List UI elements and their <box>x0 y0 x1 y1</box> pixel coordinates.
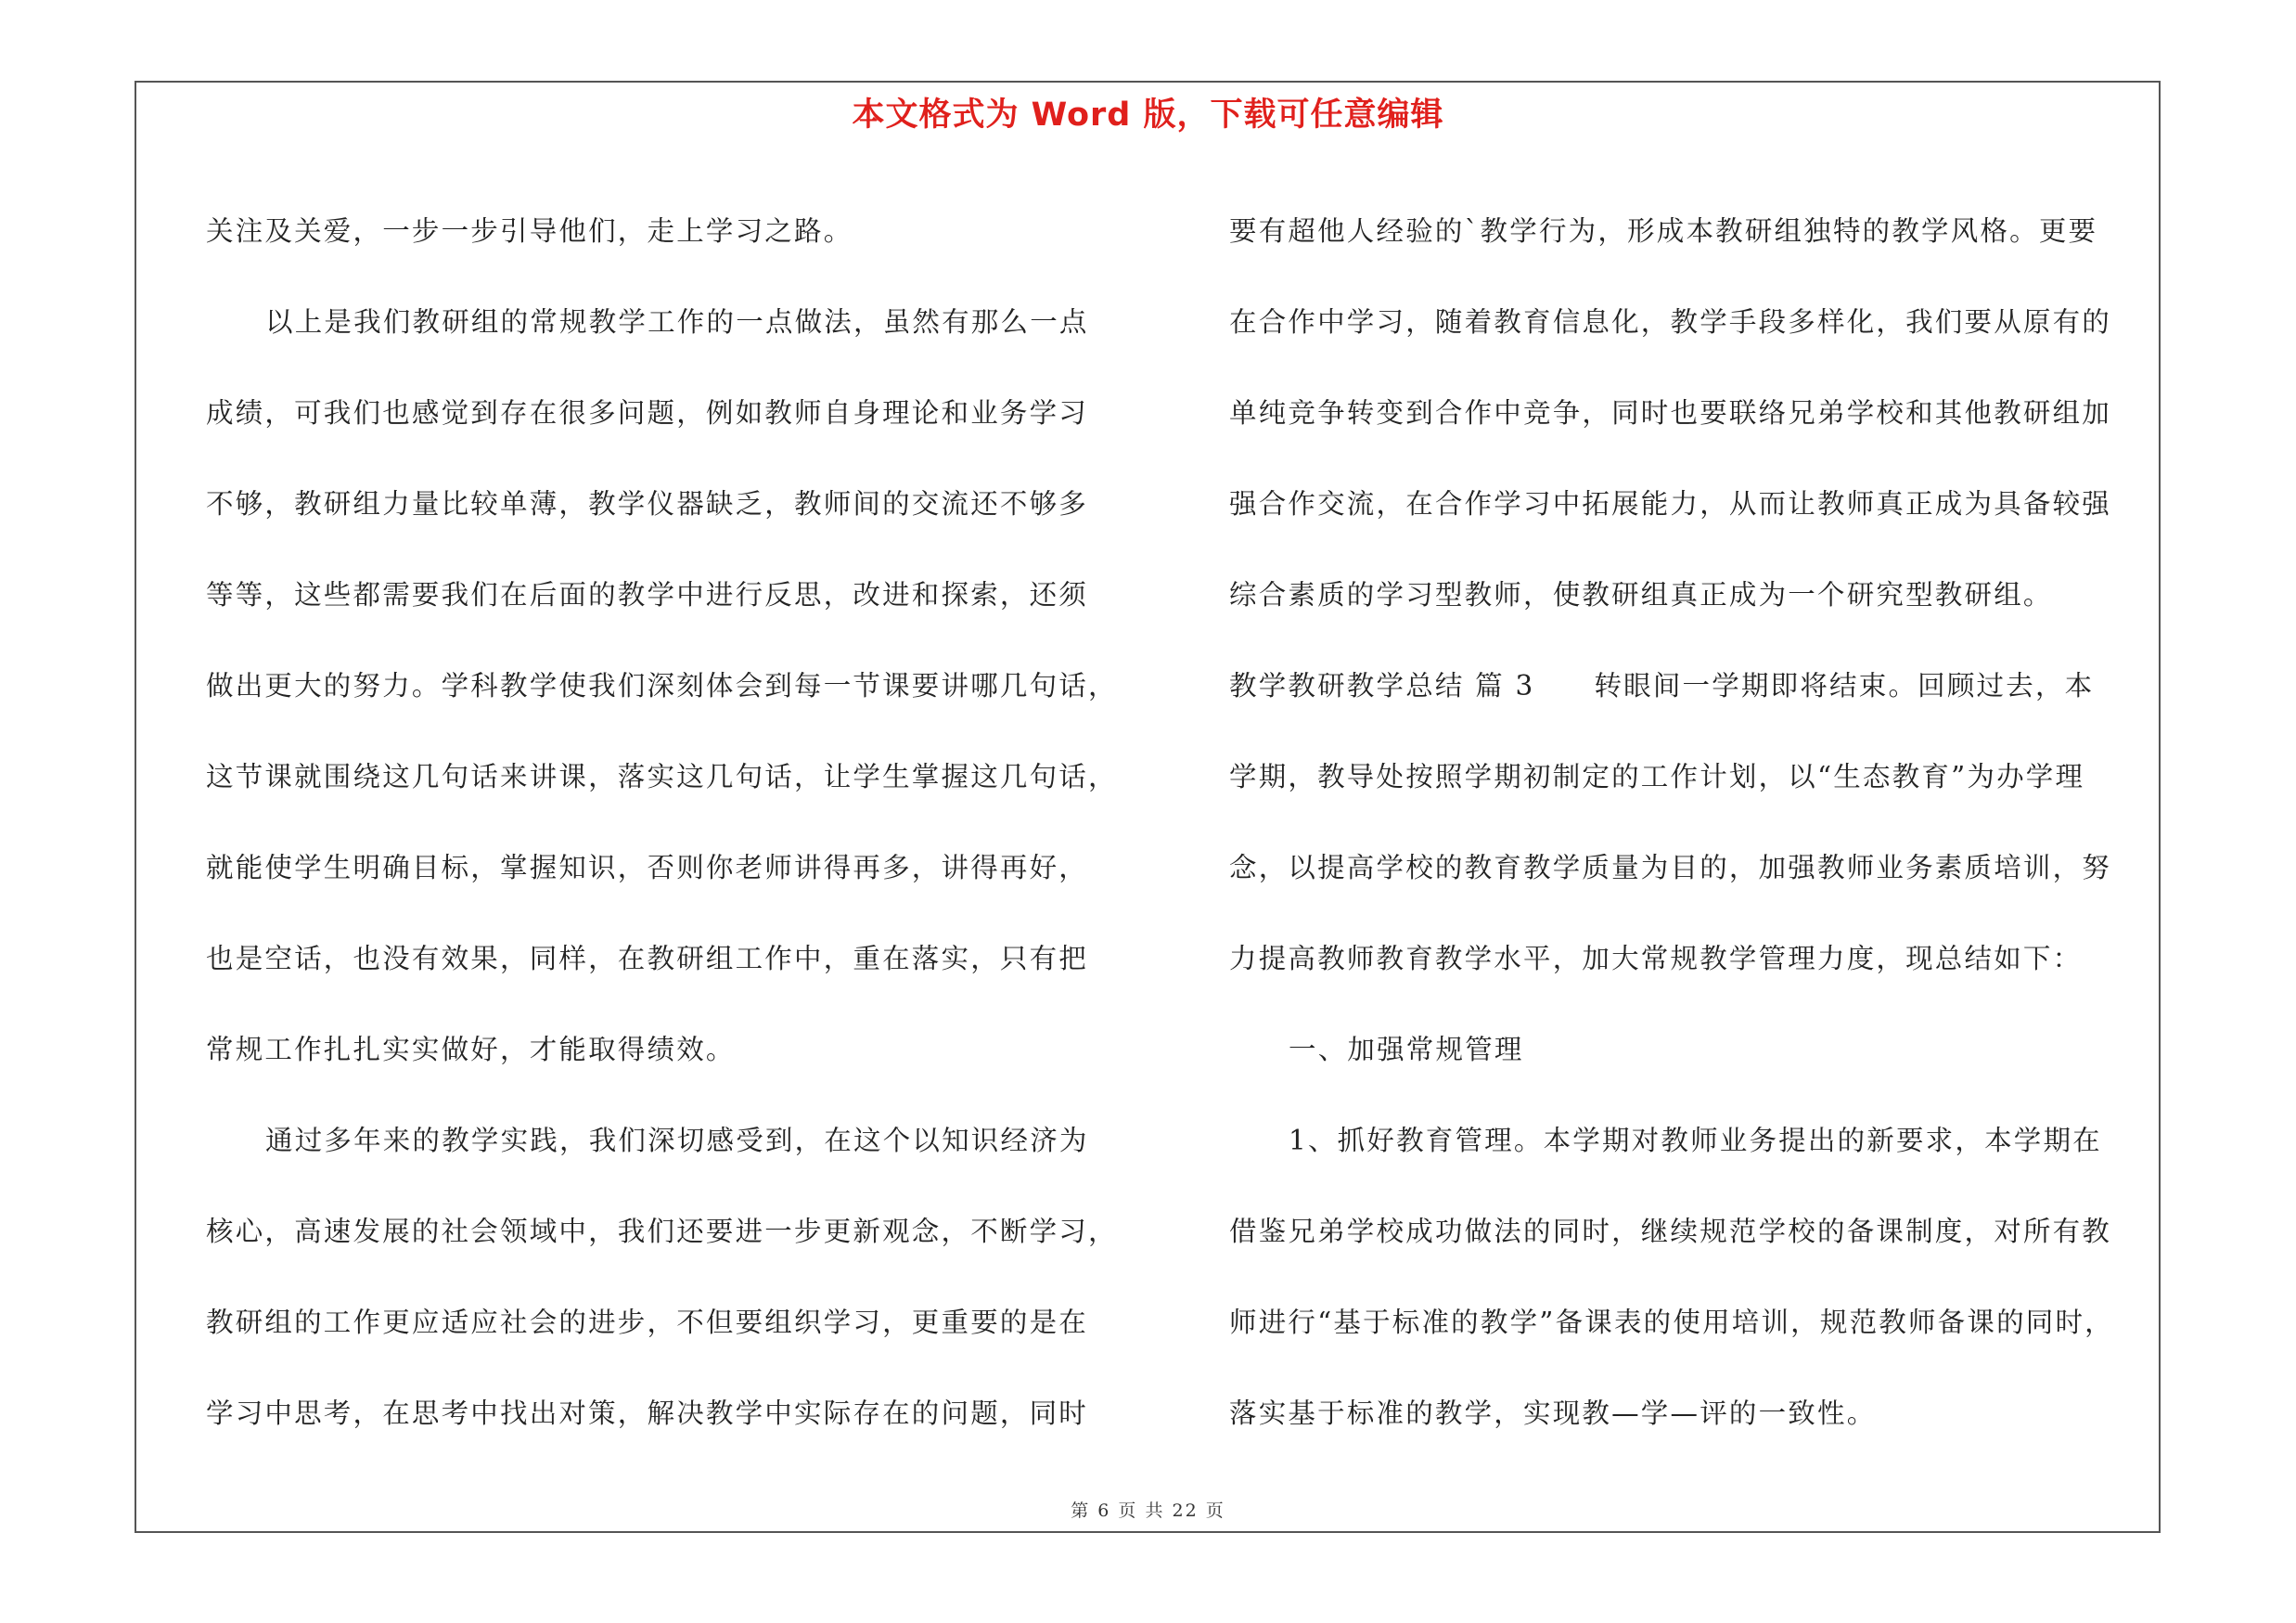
text-line: 通过多年来的教学实践，我们深切感受到，在这个以知识经济为 <box>265 1125 1089 1156</box>
text-line: 也是空话，也没有效果，同样，在教研组工作中，重在落实，只有把 <box>206 943 1089 974</box>
text-line: 借鉴兄弟学校成功做法的同时，继续规范学校的备课制度，对所有教 <box>1229 1216 2112 1247</box>
text-line: 强合作交流，在合作学习中拓展能力，从而让教师真正成为具备较强 <box>1229 488 2112 520</box>
text-line: 力提高教师教育教学水平，加大常规教学管理力度，现总结如下： <box>1229 943 2083 974</box>
text-line: 学期，教导处按照学期初制定的工作计划，以“生态教育”为办学理 <box>1229 761 2085 792</box>
text-line: 单纯竞争转变到合作中竞争，同时也要联络兄弟学校和其他教研组加 <box>1229 397 2112 429</box>
text-line: 就能使学生明确目标，掌握知识，否则你老师讲得再多，讲得再好， <box>206 852 1089 883</box>
text-line: 关注及关爱，一步一步引导他们，走上学习之路。 <box>206 215 853 247</box>
text-line: 在合作中学习，随着教育信息化，教学手段多样化，我们要从原有的 <box>1229 306 2112 338</box>
subheading: 一、加强常规管理 <box>1289 1034 1524 1065</box>
text-line: 转眼间一学期即将结束。回顾过去，本 <box>1594 670 2095 702</box>
section-heading-line <box>1229 640 2159 731</box>
text-line: 等等，这些都需要我们在后面的教学中进行反思，改进和探索，还须 <box>206 579 1089 611</box>
text-line: 成绩，可我们也感觉到存在很多问题，例如教师自身理论和业务学习 <box>206 397 1089 429</box>
text-line: 学习中思考，在思考中找出对策，解决教学中实际存在的问题，同时 <box>206 1398 1089 1429</box>
text-line: 教研组的工作更应适应社会的进步，不但要组织学习，更重要的是在 <box>206 1307 1089 1338</box>
text-line: 以上是我们教研组的常规教学工作的一点做法，虽然有那么一点 <box>265 306 1089 338</box>
left-column <box>206 186 1134 1459</box>
text-line: 1、抓好教育管理。本学期对教师业务提出的新要求，本学期在 <box>1289 1125 2102 1156</box>
text-line: 师进行“基于标准的教学”备课表的使用培训，规范教师备课的同时， <box>1229 1307 2114 1338</box>
text-line: 做出更大的努力。学科教学使我们深刻体会到每一节课要讲哪几句话， <box>206 670 1118 702</box>
text-line: 常规工作扎扎实实做好，才能取得绩效。 <box>206 1034 736 1065</box>
text-line: 综合素质的学习型教师，使教研组真正成为一个研究型教研组。 <box>1229 579 2053 611</box>
text-line: 要有超他人经验的`教学行为，形成本教研组独特的教学风格。更要 <box>1229 215 2098 247</box>
text-line: 核心，高速发展的社会领域中，我们还要进一步更新观念，不断学习， <box>206 1216 1118 1247</box>
word-format-banner: 本文格式为 Word 版，下载可任意编辑 <box>852 97 1444 134</box>
right-column <box>1229 186 2159 1459</box>
text-line: 不够，教研组力量比较单薄，教学仪器缺乏，教师间的交流还不够多 <box>206 488 1089 520</box>
section-heading: 教学教研教学总结 篇 3 <box>1229 670 1535 702</box>
page-number: 第 6 页 共 22 页 <box>1071 1501 1225 1521</box>
text-line: 这节课就围绕这几句话来讲课，落实这几句话，让学生掌握这几句话， <box>206 761 1118 792</box>
text-line: 落实基于标准的教学，实现教—学—评的一致性。 <box>1229 1398 1877 1429</box>
text-line: 念，以提高学校的教育教学质量为目的，加强教师业务素质培训，努 <box>1229 852 2112 883</box>
